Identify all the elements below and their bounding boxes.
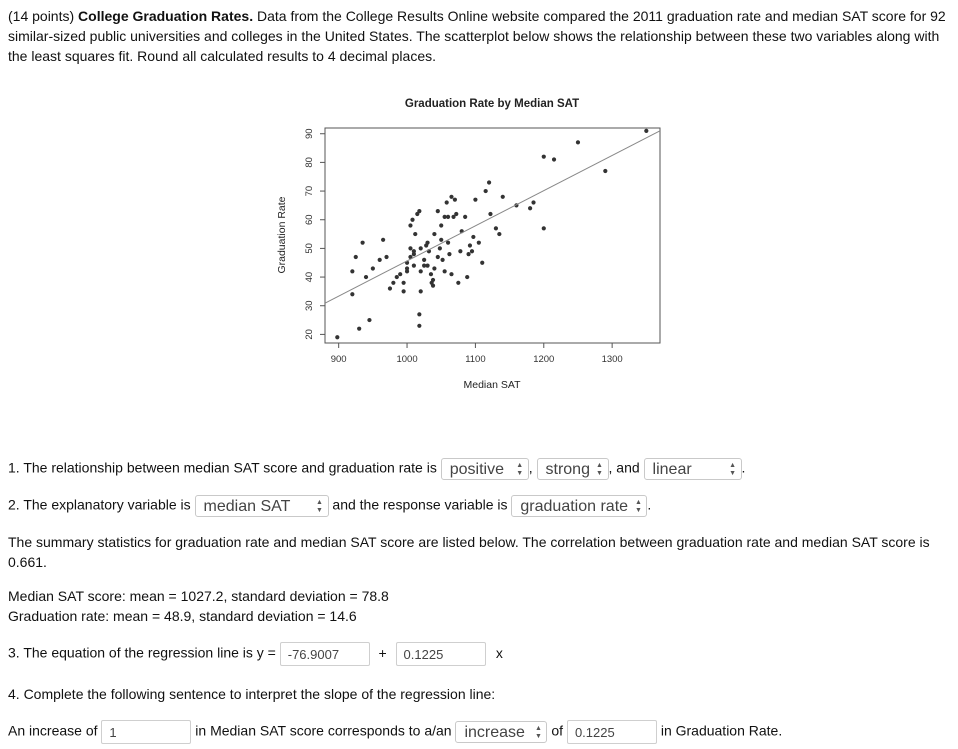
q4-text-c: of — [551, 722, 564, 739]
data-point — [480, 261, 484, 265]
question-1: 1. The relationship between median SAT score and graduation rate is positive ▲ ▼ , strong ▲ ▼ , and linear ▲ ▼ . — [8, 459, 746, 478]
data-point — [458, 249, 462, 253]
y-tick-label: 70 — [304, 185, 315, 197]
data-point — [425, 241, 429, 245]
data-point — [449, 272, 453, 276]
data-point — [436, 255, 440, 259]
updown-arrows-icon: ▲ ▼ — [535, 725, 542, 740]
change-input[interactable]: 0.1225 — [567, 720, 657, 744]
q3-text: 3. The equation of the regression line is y = — [8, 644, 276, 661]
data-point — [436, 209, 440, 213]
data-point — [603, 169, 607, 173]
scatterplot-svg — [265, 88, 685, 398]
y-tick-label: 50 — [304, 243, 315, 254]
intercept-input[interactable]: -76.9007 — [280, 642, 370, 666]
data-point — [422, 258, 426, 262]
data-point — [413, 232, 417, 236]
data-point — [463, 215, 467, 219]
summary-grad: Graduation rate: mean = 48.9, standard deviation = 14.6 — [8, 608, 357, 624]
q1-direction-select[interactable]: positive ▲ ▼ — [441, 458, 529, 480]
data-point — [487, 180, 491, 184]
summary-text: The summary statistics for graduation rate and median SAT score are listed below. The correlation between graduation rate and median SAT score is 0.661. — [8, 534, 930, 570]
data-point — [449, 195, 453, 199]
data-point — [384, 255, 388, 259]
data-point — [470, 249, 474, 253]
q2-text: 2. The explanatory variable is — [8, 496, 191, 513]
data-point — [429, 272, 433, 276]
data-point — [446, 241, 450, 245]
x-tick-label: 1200 — [533, 354, 555, 365]
problem-text: Data from the College Results Online website compared the 2011 graduation rate and median SAT score for 92 similar-sized public universities and colleges in the United States. The scatterplot below shows the relationship between these two variables along with the least squares fit. Round all calculated results to 4 decimal places. — [8, 8, 946, 64]
data-point — [531, 200, 535, 204]
q1-strength-select[interactable]: strong ▲ ▼ — [537, 458, 609, 480]
x-axis-label: Median SAT — [463, 379, 521, 391]
data-point — [412, 252, 416, 256]
q2-explanatory-select[interactable]: median SAT ▲ ▼ — [195, 495, 329, 517]
summary-sat: Median SAT score: mean = 1027.2, standard deviation = 78.8 — [8, 588, 389, 604]
q1-form-select[interactable]: linear ▲ ▼ — [644, 458, 742, 480]
data-point — [371, 266, 375, 270]
y-tick-label: 80 — [304, 157, 315, 168]
data-point — [542, 226, 546, 230]
data-point — [454, 212, 458, 216]
q4-direction-select[interactable]: increase ▲ ▼ — [455, 721, 547, 743]
data-point — [405, 269, 409, 273]
question-4-sentence — [8, 720, 782, 744]
data-point — [439, 223, 443, 227]
axis-ticks — [304, 128, 623, 365]
data-point — [395, 275, 399, 279]
updown-arrows-icon: ▲ ▼ — [729, 462, 736, 477]
data-point — [431, 284, 435, 288]
scatterplot — [265, 88, 685, 398]
data-point — [494, 226, 498, 230]
q4-text-b: in Median SAT score corresponds to a/an — [195, 722, 452, 739]
data-point — [443, 269, 447, 273]
data-point — [417, 324, 421, 328]
updown-arrows-icon: ▲ ▼ — [634, 499, 642, 514]
data-point — [432, 232, 436, 236]
increase-amount-input[interactable]: 1 — [101, 720, 191, 744]
y-tick-label: 30 — [304, 300, 315, 312]
x-tick-label: 900 — [330, 354, 347, 365]
x-symbol: x — [495, 644, 503, 661]
chart-title: Graduation Rate by Median SAT — [404, 98, 580, 110]
data-point — [367, 318, 371, 322]
data-point — [497, 232, 501, 236]
data-point — [542, 155, 546, 159]
data-point — [456, 281, 460, 285]
data-point — [350, 269, 354, 273]
data-point — [381, 238, 385, 242]
data-point — [378, 258, 382, 262]
data-point — [361, 241, 365, 245]
question-4: 4. Complete the following sentence to interpret the slope of the regression line: — [8, 686, 496, 702]
data-point — [465, 275, 469, 279]
x-tick-label: 1100 — [465, 354, 486, 365]
data-point — [484, 189, 488, 193]
data-point — [398, 272, 402, 276]
y-tick-label: 60 — [304, 214, 315, 226]
data-point — [446, 215, 450, 219]
updown-arrows-icon: ▲ ▼ — [316, 499, 323, 514]
data-point — [419, 269, 423, 273]
data-point — [419, 289, 423, 293]
data-point — [468, 243, 472, 247]
q1-text: 1. The relationship between median SAT score and graduation rate is — [8, 459, 437, 476]
data-point — [388, 286, 392, 290]
problem-title: College Graduation Rates. — [78, 8, 254, 24]
data-point — [417, 312, 421, 316]
data-point — [391, 281, 395, 285]
data-point — [354, 255, 358, 259]
data-point — [445, 200, 449, 204]
data-point — [350, 292, 354, 296]
data-point — [528, 206, 532, 210]
regression-line — [325, 131, 660, 303]
data-point — [439, 238, 443, 242]
data-point — [410, 218, 414, 222]
plot-frame — [325, 128, 660, 343]
q2-mid-text: and the response variable is — [332, 496, 508, 513]
points-label: (14 points) — [8, 8, 75, 24]
data-point — [473, 198, 477, 202]
data-point — [432, 266, 436, 270]
data-point — [440, 258, 444, 262]
data-point — [552, 157, 556, 161]
data-point — [364, 275, 368, 279]
data-point — [501, 195, 505, 199]
q4-text-a: An increase of — [8, 722, 98, 739]
y-tick-label: 20 — [304, 329, 315, 340]
data-point — [417, 209, 421, 213]
y-tick-label: 90 — [304, 128, 315, 140]
data-point — [644, 129, 648, 133]
data-point — [431, 278, 435, 282]
problem-intro — [8, 6, 953, 66]
slope-input[interactable]: 0.1225 — [396, 642, 486, 666]
plus-sign: + — [378, 644, 387, 661]
data-point — [402, 289, 406, 293]
data-point — [402, 281, 406, 285]
q4-text-d: in Graduation Rate. — [660, 722, 783, 739]
data-point — [412, 264, 416, 268]
data-point — [488, 212, 492, 216]
data-point — [576, 140, 580, 144]
question-3 — [8, 642, 509, 666]
updown-arrows-icon: ▲ ▼ — [516, 462, 524, 477]
data-point — [408, 246, 412, 250]
y-axis-label: Graduation Rate — [276, 196, 288, 274]
data-point — [438, 246, 442, 250]
question-2: 2. The explanatory variable is median SAT ▲ ▼ and the response variable is graduation rate ▲ ▼ . — [8, 496, 652, 515]
data-point — [357, 327, 361, 331]
y-tick-label: 40 — [304, 271, 315, 283]
x-tick-label: 1300 — [601, 354, 623, 365]
data-point — [477, 241, 481, 245]
data-point — [408, 223, 412, 227]
data-point — [466, 252, 470, 256]
data-point — [471, 235, 475, 239]
x-tick-label: 1000 — [396, 354, 418, 365]
data-point — [453, 198, 457, 202]
data-point — [422, 264, 426, 268]
data-point — [335, 335, 339, 339]
data-point — [447, 252, 451, 256]
q2-response-select[interactable]: graduation rate ▲ ▼ — [511, 495, 647, 517]
data-point — [419, 246, 423, 250]
updown-arrows-icon: ▲ ▼ — [596, 462, 603, 477]
data-points — [335, 129, 648, 340]
